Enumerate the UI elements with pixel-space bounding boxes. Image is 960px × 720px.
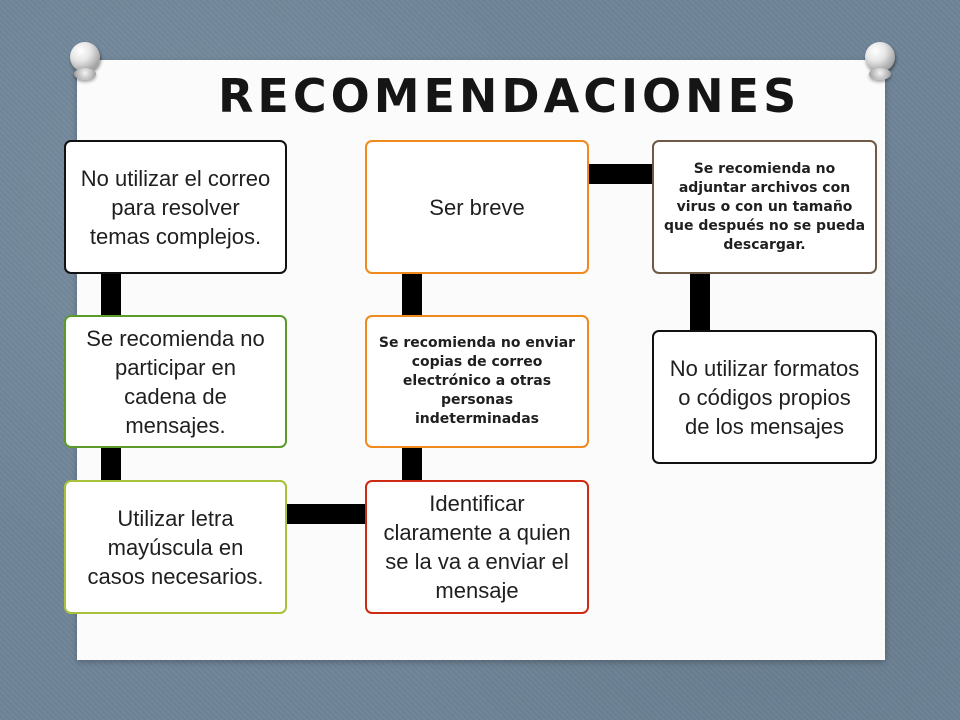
connector-middle-top <box>402 272 422 320</box>
pushpin-icon <box>857 40 903 86</box>
box-ser-breve <box>365 140 589 274</box>
box-text: Ser breve <box>429 194 525 220</box>
box-identificar-destinatario <box>365 480 589 614</box>
slide-title: RECOMENDACIONES <box>218 69 801 123</box>
box-text: Se recomienda no enviar copias de correo electrónico a otras personas indeterminadas <box>378 335 576 427</box>
box-letra-mayuscula <box>64 480 287 614</box>
box-text: Se recomienda no participar en cadena de mensajes. <box>86 325 265 438</box>
pushpin-icon <box>62 40 108 86</box>
connector-right <box>690 272 710 332</box>
box-text: Identificar claramente a quien se la va a enviar el mensaje <box>383 491 571 603</box>
box-text: Se recomienda no adjuntar archivos con virus o con un tamaño que después no se pueda descargar. <box>664 160 866 253</box>
box-text: No utilizar formatos o códigos propios de los mensajes <box>669 355 860 439</box>
connector-left-top <box>101 270 121 320</box>
box-no-formatos-propios <box>652 330 877 464</box>
box-text: Utilizar letra mayúscula en casos necesarios. <box>87 505 264 589</box>
box-no-enviar-copias <box>365 315 589 448</box>
connector-left-bottom <box>101 445 121 485</box>
connector-middle-bottom <box>402 447 422 483</box>
connector-top-horizontal <box>588 164 656 184</box>
connector-bottom-horizontal <box>286 504 368 524</box>
box-no-utilizar-correo <box>64 140 287 274</box>
box-no-adjuntar-archivos <box>652 140 877 274</box>
box-no-participar-cadena <box>64 315 287 448</box>
box-text: No utilizar el correo para resolver temas complejos. <box>80 165 271 249</box>
